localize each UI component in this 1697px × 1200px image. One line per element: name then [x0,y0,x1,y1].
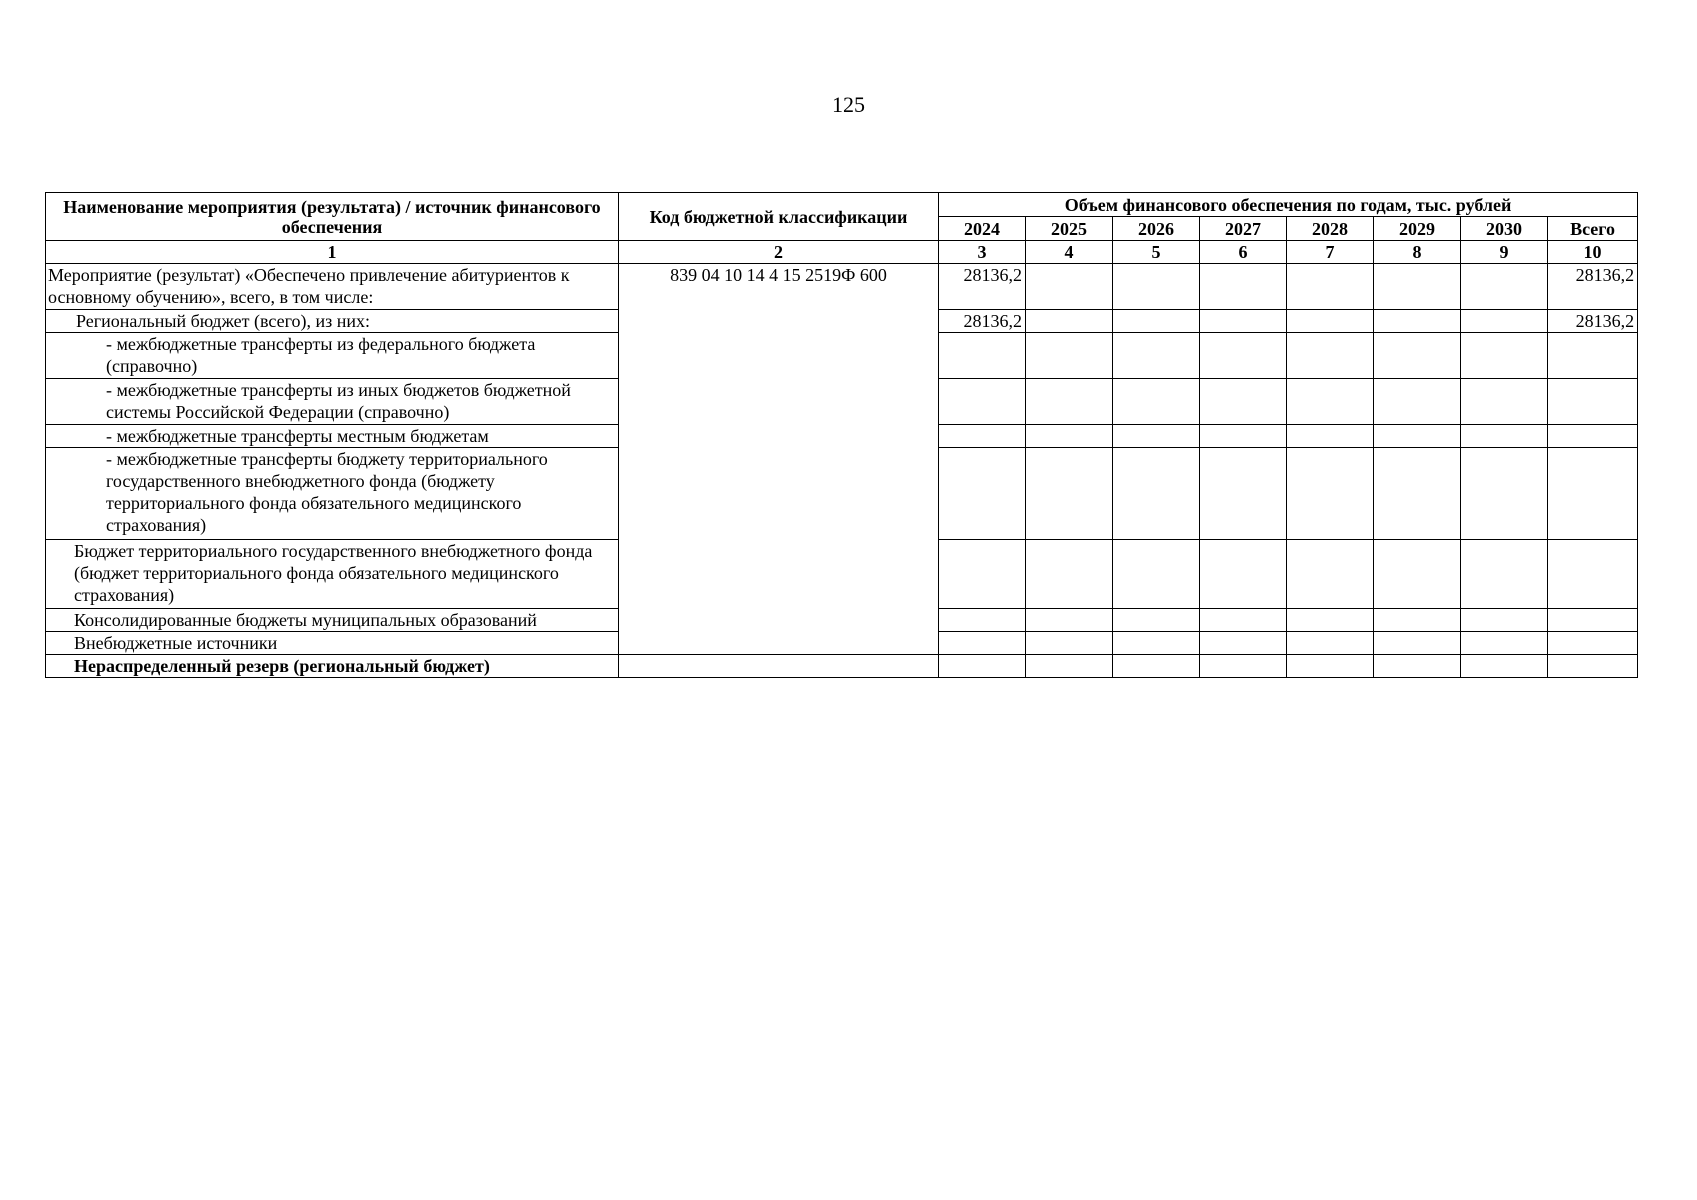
value-cell [1026,333,1113,379]
value-cell [1548,632,1638,655]
value-cell [1113,540,1200,609]
value-cell [1548,540,1638,609]
value-cell: 28136,2 [1548,310,1638,333]
value-cell [1374,540,1461,609]
row-name: - межбюджетные трансферты бюджету территориального государственного внебюджетного фонда (бюджету территориального фонда обязательного медицинского страхования) [46,448,619,540]
header-year: 2029 [1374,217,1461,241]
value-cell [1374,379,1461,425]
value-cell [1461,609,1548,632]
value-cell [1026,655,1113,678]
row-name: Бюджет территориального государственного внебюджетного фонда (бюджет территориального фонда обязательного медицинского страхования) [46,540,619,609]
value-cell [1026,609,1113,632]
value-cell [1548,655,1638,678]
value-cell [1113,425,1200,448]
value-cell [1026,379,1113,425]
value-cell [1113,264,1200,310]
value-cell [1026,632,1113,655]
value-cell [1461,448,1548,540]
value-cell [1113,609,1200,632]
table-row [46,655,1638,678]
value-cell [1200,632,1287,655]
value-cell [1113,632,1200,655]
row-name: - межбюджетные трансферты из иных бюджетов бюджетной системы Российской Федерации (справочно) [46,379,619,425]
value-cell [1374,425,1461,448]
column-number: 7 [1287,241,1374,264]
value-cell [1200,609,1287,632]
value-cell [1287,379,1374,425]
value-cell [939,425,1026,448]
header-year: 2024 [939,217,1026,241]
table-row [46,264,1638,310]
code-cell-empty [619,655,939,678]
value-cell [1113,448,1200,540]
value-cell [1200,379,1287,425]
value-cell [939,379,1026,425]
value-cell: 28136,2 [1548,264,1638,310]
value-cell [939,655,1026,678]
value-cell [1200,655,1287,678]
value-cell [1287,609,1374,632]
value-cell [1461,632,1548,655]
value-cell [1374,448,1461,540]
header-year: 2028 [1287,217,1374,241]
value-cell [1026,264,1113,310]
value-cell [1548,379,1638,425]
value-cell [1287,448,1374,540]
column-number: 2 [619,241,939,264]
value-cell [1374,264,1461,310]
column-number: 4 [1026,241,1113,264]
value-cell [1287,310,1374,333]
value-cell [1461,333,1548,379]
header-volume: Объем финансового обеспечения по годам, тыс. рублей [939,193,1638,217]
value-cell [1374,632,1461,655]
value-cell [1026,540,1113,609]
column-number: 10 [1548,241,1638,264]
value-cell [1374,609,1461,632]
value-cell [1461,310,1548,333]
row-name: Внебюджетные источники [46,632,619,655]
row-name: Нераспределенный резерв (региональный бюджет) [46,655,619,678]
value-cell [1287,540,1374,609]
page-number: 125 [832,92,865,117]
row-name: Региональный бюджет (всего), из них: [46,310,619,333]
row-name: Консолидированные бюджеты муниципальных образований [46,609,619,632]
value-cell [1461,425,1548,448]
value-cell [1287,655,1374,678]
value-cell [1461,379,1548,425]
header-name: Наименование мероприятия (результата) / источник финансового обеспечения [46,193,619,241]
column-number: 9 [1461,241,1548,264]
value-cell [1200,448,1287,540]
value-cell [1200,264,1287,310]
value-cell [1461,655,1548,678]
value-cell [1374,310,1461,333]
value-cell: 28136,2 [939,310,1026,333]
value-cell [1200,540,1287,609]
header-year: 2025 [1026,217,1113,241]
value-cell [1113,333,1200,379]
value-cell [1287,632,1374,655]
value-cell [1548,609,1638,632]
value-cell [1548,448,1638,540]
header-year: 2026 [1113,217,1200,241]
value-cell [939,448,1026,540]
budget-code: 839 04 10 14 4 15 2519Ф 600 [619,264,939,655]
header-total: Всего [1548,217,1638,241]
value-cell [1026,310,1113,333]
header-code: Код бюджетной классификации [619,193,939,241]
column-numbers-row [46,241,1638,264]
value-cell [1374,333,1461,379]
value-cell [1287,333,1374,379]
header-year: 2027 [1200,217,1287,241]
row-name: - межбюджетные трансферты из федерального бюджета (справочно) [46,333,619,379]
value-cell [1287,264,1374,310]
value-cell [1200,310,1287,333]
value-cell [1461,264,1548,310]
value-cell [1113,379,1200,425]
value-cell [1113,655,1200,678]
column-number: 1 [46,241,619,264]
value-cell: 28136,2 [939,264,1026,310]
value-cell [1461,540,1548,609]
column-number: 3 [939,241,1026,264]
value-cell [1113,310,1200,333]
value-cell [1026,425,1113,448]
value-cell [1548,333,1638,379]
header-year: 2030 [1461,217,1548,241]
value-cell [939,609,1026,632]
value-cell [939,632,1026,655]
value-cell [939,540,1026,609]
value-cell [1200,425,1287,448]
value-cell [1548,425,1638,448]
value-cell [1200,333,1287,379]
financing-table [45,192,1638,678]
column-number: 5 [1113,241,1200,264]
value-cell [1026,448,1113,540]
value-cell [939,333,1026,379]
column-number: 8 [1374,241,1461,264]
column-number: 6 [1200,241,1287,264]
value-cell [1374,655,1461,678]
row-name: - межбюджетные трансферты местным бюджетам [46,425,619,448]
row-name: Мероприятие (результат) «Обеспечено привлечение абитуриентов к основному обучению», всего, в том числе: [46,264,619,310]
value-cell [1287,425,1374,448]
